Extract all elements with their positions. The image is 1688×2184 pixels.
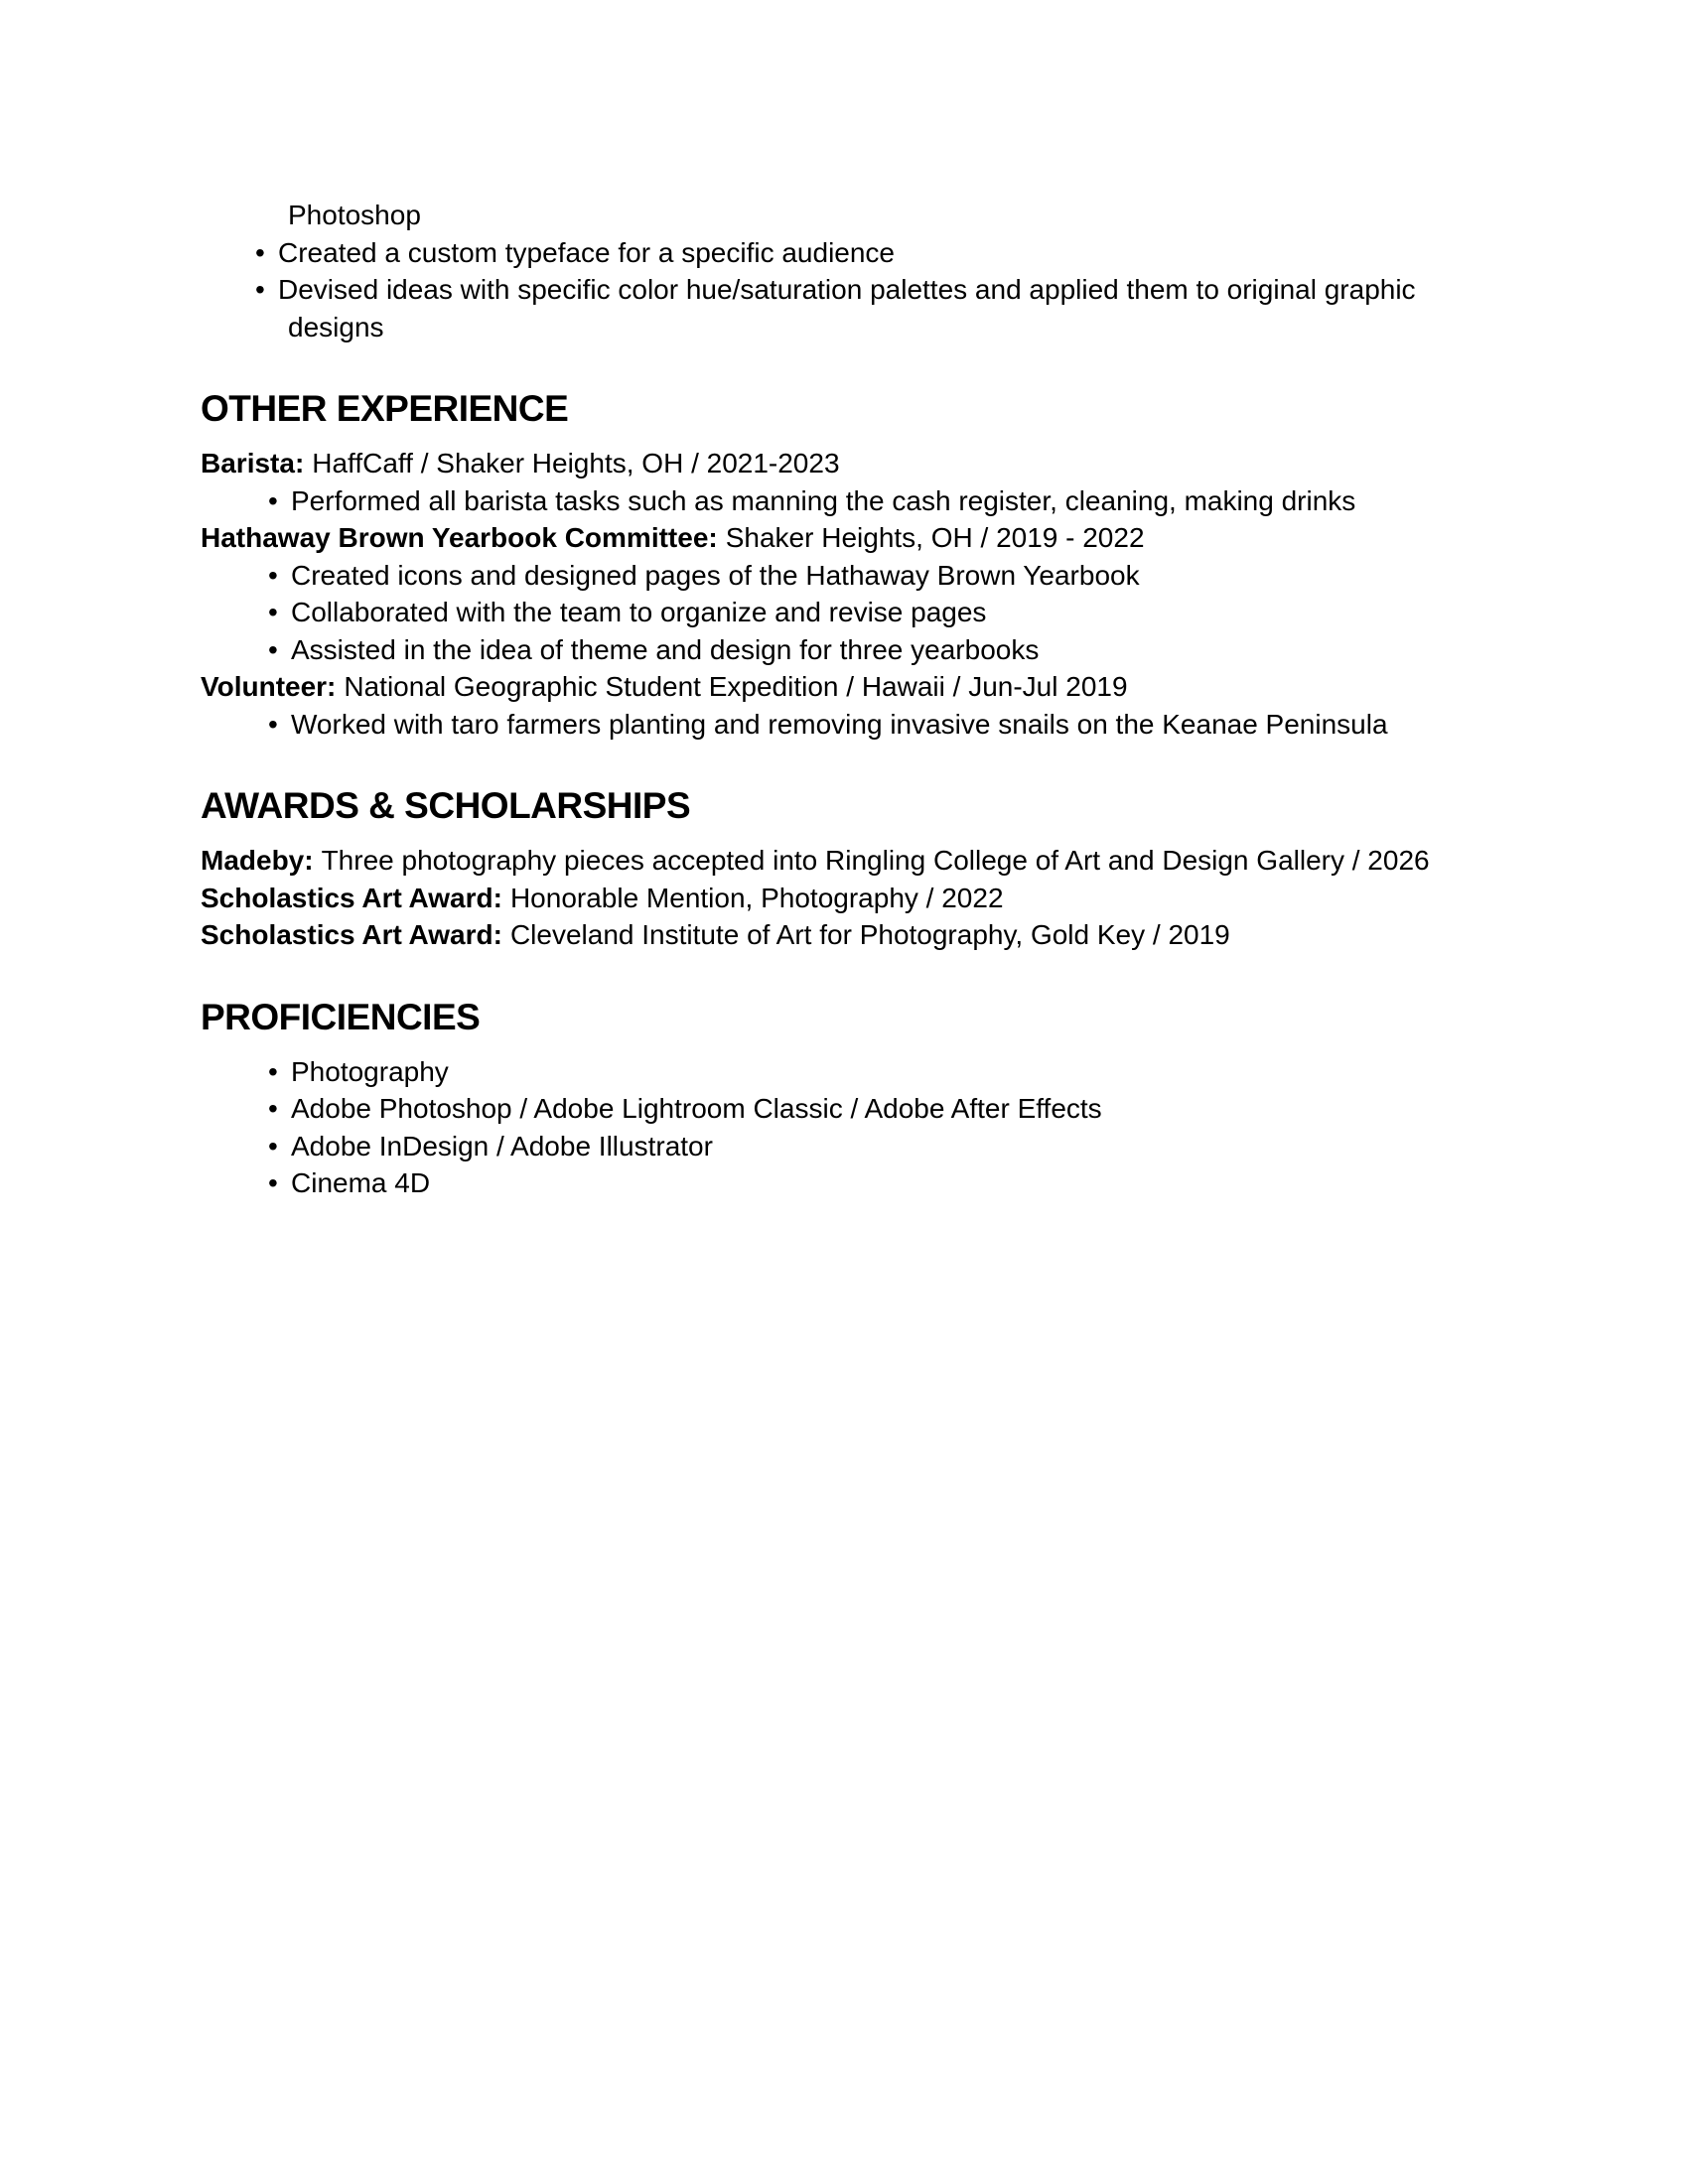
bullet-icon: • (268, 1055, 278, 1087)
entry-bullet-list (201, 557, 1479, 669)
entry-line (201, 842, 1479, 880)
bullet-icon: • (268, 1093, 278, 1124)
list-item (201, 482, 1479, 520)
entry-bullet-list (201, 706, 1479, 744)
section-other-experience (201, 387, 1479, 743)
section-heading: AWARDS & SCHOLARSHIPS (201, 785, 691, 826)
entry-detail: Cleveland Institute of Art for Photography, Gold Key / 2019 (509, 919, 1230, 950)
list-item (201, 1164, 1479, 1202)
bullet-icon: • (268, 559, 278, 591)
list-item (201, 594, 1479, 631)
list-item (201, 1090, 1479, 1128)
list-item (201, 1128, 1479, 1165)
entry-label: Volunteer: (201, 671, 337, 702)
entry-line (201, 880, 1479, 917)
bullet-icon: • (268, 484, 278, 516)
bullet-icon: • (268, 597, 278, 627)
section-heading: PROFICIENCIES (201, 996, 481, 1037)
list-item (201, 557, 1479, 595)
entry-line (201, 916, 1479, 954)
entry-label: Scholastics Art Award: (201, 882, 502, 913)
entry-label: Hathaway Brown Yearbook Committee: (201, 522, 718, 553)
list-item (201, 234, 1479, 272)
list-item (201, 1053, 1479, 1091)
list-item-text: Adobe InDesign / Adobe Illustrator (291, 1130, 713, 1161)
list-item (201, 631, 1479, 669)
bullet-icon: • (268, 708, 278, 740)
bullet-icon: • (268, 1167, 278, 1198)
entry-detail: Shaker Heights, OH / 2019 - 2022 (725, 522, 1145, 553)
entry-label: Madeby: (201, 845, 314, 876)
list-item (201, 271, 1479, 345)
list-item-text: Created a custom typeface for a specific audience (278, 236, 896, 268)
section-awards-scholarships (201, 784, 1479, 954)
entry-detail: HaffCaff / Shaker Heights, OH / 2021-2023 (312, 448, 840, 478)
list-item (201, 706, 1479, 744)
list-item-text: Assisted in the idea of theme and design for three yearbooks (291, 633, 1040, 665)
entry-line (201, 668, 1479, 706)
list-item-text: Performed all barista tasks such as manning the cash register, cleaning, making drinks (291, 484, 1356, 516)
entry-line (201, 519, 1479, 557)
list-item-text: Worked with taro farmers planting and removing invasive snails on the Keanae Peninsula (291, 708, 1388, 740)
list-item-text: Created icons and designed pages of the Hathaway Brown Yearbook (291, 559, 1140, 591)
bullet-icon: • (255, 236, 265, 268)
section-proficiencies (201, 996, 1479, 1202)
list-item-text: Devised ideas with specific color hue/saturation palettes and applied them to original graphic designs (278, 274, 1416, 342)
entry-label: Barista: (201, 448, 305, 478)
list-item-text: Photography (291, 1055, 449, 1087)
resume-content (201, 197, 1479, 1202)
carryover-block (201, 197, 1479, 345)
entry-line (201, 445, 1479, 482)
proficiencies-bullet-list (201, 1053, 1479, 1202)
entry-detail: Honorable Mention, Photography / 2022 (509, 882, 1004, 913)
entry-bullet-list (201, 482, 1479, 520)
bullet-icon: • (268, 633, 278, 665)
list-item-text: Collaborated with the team to organize and revise pages (291, 597, 987, 627)
bullet-icon: • (255, 274, 265, 305)
entry-detail: National Geographic Student Expedition / Hawaii / Jun-Jul 2019 (344, 671, 1128, 702)
entry-detail: Three photography pieces accepted into Ringling College of Art and Design Gallery / 2026 (321, 845, 1430, 876)
list-item-text: Cinema 4D (291, 1167, 431, 1198)
carryover-wrapped-text: Photoshop (288, 200, 421, 230)
carryover-bullet-list (201, 234, 1479, 346)
list-item-text: Adobe Photoshop / Adobe Lightroom Classic / Adobe After Effects (291, 1093, 1102, 1124)
section-heading: OTHER EXPERIENCE (201, 388, 569, 429)
bullet-icon: • (268, 1130, 278, 1161)
entry-label: Scholastics Art Award: (201, 919, 502, 950)
